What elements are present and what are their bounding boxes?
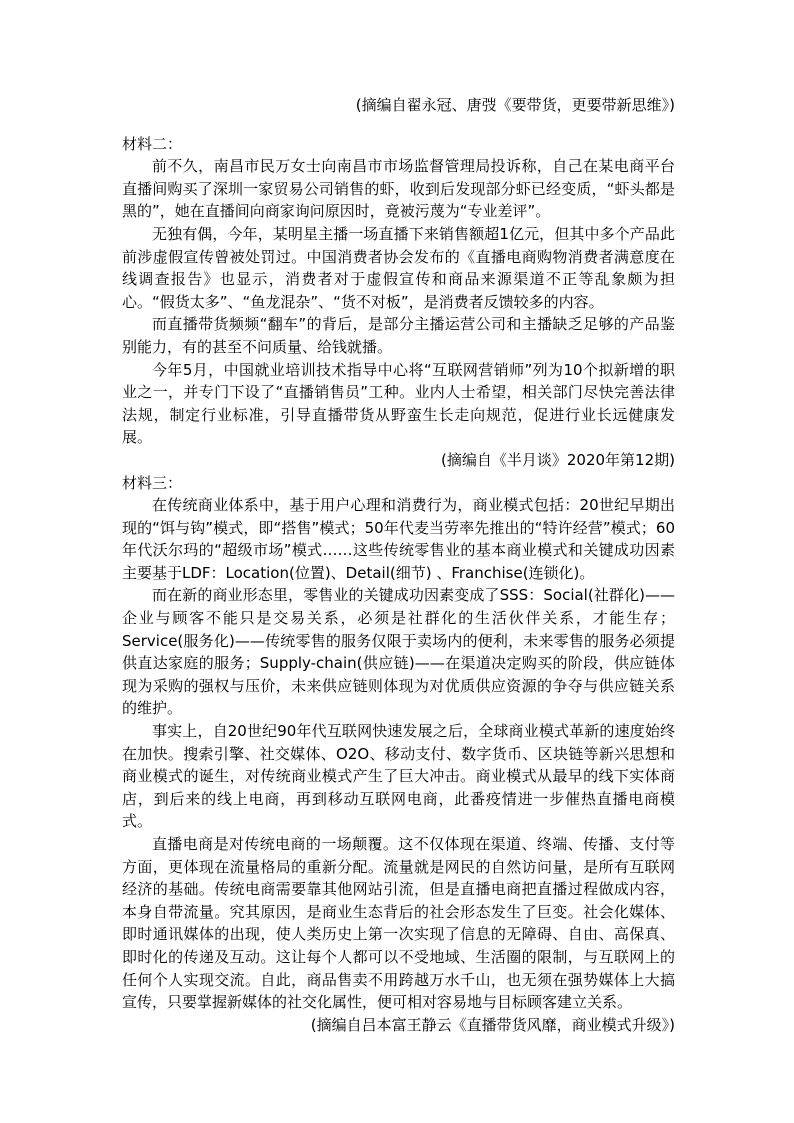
material-three-paragraph: 在传统商业体系中，基于用户心理和消费行为，商业模式包括：20世纪早期出现的“饵与钩”模式，即“搭售”模式；50年代麦当劳率先推出的“特许经营”模式；60年代沃尔玛的“超级市场”模式……这些传统零售业的基本商业模式和关键成功因素主要基于LDF：Location(位置)、Detail(细节) 、Franchise(连锁化)。 (122, 496, 675, 582)
material-three-source: (摘编自吕本富王静云《直播带货风靡，商业模式升级》) (310, 1015, 675, 1034)
material-three-heading: 材料三： (122, 473, 183, 492)
document-body (122, 94, 675, 1036)
material-two-source: (摘编自《半月谈》2020年第12期) (441, 450, 675, 469)
material-three-paragraph: 事实上，自20世纪90年代互联网快速发展之后，全球商业模式革新的速度始终在加快。搜索引擎、社交媒体、O2O、移动支付、数字货币、区块链等新兴思想和商业模式的诞生，对传统商业模式产生了巨大冲击。商业模式从最早的线下实体商店，到后来的线上电商，再到移动互联网电商，此番疫情进一步催热直播电商模式。 (122, 722, 675, 831)
material-two-paragraph: 而直播带货频频“翻车”的背后，是部分主播运营公司和主播缺乏足够的产品鉴别能力，有的甚至不问质量、给钱就播。 (122, 315, 675, 356)
material-two-paragraph: 前不久，南昌市民万女士向南昌市市场监督管理局投诉称，自己在某电商平台直播间购买了深圳一家贸易公司销售的虾，收到后发现部分虾已经变质，“虾头都是黑的”，她在直播间向商家询问原因时，竟被污蔑为“专业差评”。 (122, 157, 675, 221)
material-three-paragraph: 而在新的商业形态里，零售业的关键成功因素变成了SSS：Social(社群化)——企业与顾客不能只是交易关系，必须是社群化的生活伙伴关系，才能生存；Service(服务化)——传统零售的服务仅限于卖场内的便利，未来零售的服务必须提供直达家庭的服务；Supply-chain(供应链)——在渠道决定购买的阶段，供应链体现为采购的强权与压价，未来供应链则体现为对优质供应资源的争夺与供应链关系的维护。 (122, 586, 675, 718)
material-three-paragraph: 直播电商是对传统电商的一场颠覆。这不仅体现在渠道、终端、传播、支付等方面，更体现在流量格局的重新分配。流量就是网民的自然访问量，是所有互联网经济的基础。传统电商需要靠其他网站引流，但是直播电商把直播过程做成内容，本身自带流量。究其原因，是商业生态背后的社会形态发生了巨变。社会化媒体、即时通讯媒体的出现，使人类历史上第一次实现了信息的无障碍、自由、高保真、即时化的传递及互动。这让每个人都可以不受地域、生活圈的限制，与互联网上的任何个人实现交流。自此，商品售卖不用跨越万水千山，也无须在强势媒体上大搞宣传，只要掌握新媒体的社交化属性，便可相对容易地与目标顾客建立关系。 (122, 835, 675, 1012)
material-two-paragraph: 无独有偶，今年，某明星主播一场直播下来销售额超1亿元，但其中多个产品此前涉虚假宣传曾被处罚过。中国消费者协会发布的《直播电商购物消费者满意度在线调查报告》也显示，消费者对于虚假宣传和商品来源渠道不正等乱象颇为担心。“假货太多”、“鱼龙混杂”、“货不对板”，是消费者反馈较多的内容。 (122, 224, 675, 311)
material-two-heading: 材料二： (122, 134, 183, 153)
material-two-paragraph: 今年5月，中国就业培训技术指导中心将“互联网营销师”列为10个拟新增的职业之一，并专门下设了“直播销售员”工种。业内人士希望，相关部门尽快完善法律法规，制定行业标准，引导直播带货从野蛮生长走向规范，促进行业长远健康发展。 (122, 360, 675, 447)
source-citation-top: (摘编自翟永冠、唐弢《要带货，更要带新思维》) (355, 96, 675, 114)
